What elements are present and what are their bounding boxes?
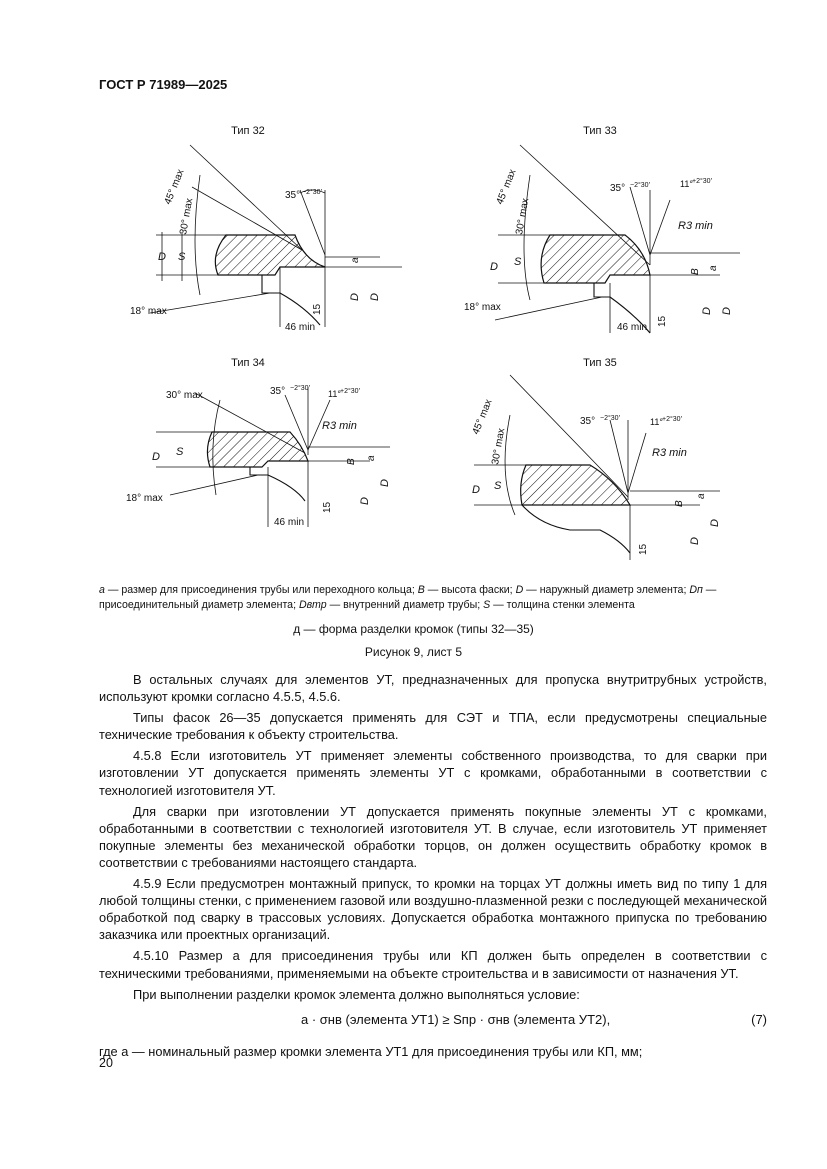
- type-35-max30: 30° max: [490, 427, 508, 466]
- type-34-label-a: a: [366, 455, 377, 461]
- body-text: [99, 671, 767, 1064]
- type-35-angle35: 35°: [580, 416, 596, 427]
- paragraph: 4.5.10 Размер a для присоединения трубы или КП должен быть определен в соответствии с техническими требованиями, применяемыми на объекте строительства и в зависимости от назначения УТ.: [99, 948, 767, 981]
- type-33-title: Тип 33: [583, 125, 617, 137]
- type-33-angle11: 11°: [680, 179, 693, 189]
- type-32-max30: 30° max: [178, 197, 196, 236]
- figure-edge-preparation: [90, 115, 790, 645]
- type-34-r3: R3 min: [322, 420, 357, 432]
- page-number: 20: [99, 1056, 113, 1070]
- type-33-max30: 30° max: [514, 197, 532, 236]
- type-34-drawing: [126, 357, 391, 528]
- paragraph: При выполнении разделки кромок элемента должно выполняться условие:: [133, 986, 580, 1002]
- type-35-r3: R3 min: [652, 447, 687, 459]
- figure-subcaption: д — форма разделки кромок (типы 32—35): [293, 622, 534, 636]
- type-33-max18: 18° max: [464, 302, 501, 313]
- type-35-title: Тип 35: [583, 357, 617, 369]
- type-33-angle11-tol: +2°30′: [692, 178, 712, 185]
- type-33-label-Dvtr: D: [701, 307, 713, 315]
- type-33-r3: R3 min: [678, 220, 713, 232]
- type-34-label-D: D: [152, 451, 160, 463]
- type-35-drawing: [471, 357, 721, 560]
- type-35-angle11: 11°: [650, 417, 663, 427]
- type-35-label-Dp: D: [709, 519, 721, 527]
- type-33-label-a: a: [708, 265, 719, 271]
- type-34-max30: 30° max: [166, 390, 203, 401]
- type-35-label-a: a: [696, 493, 707, 499]
- type-33-max45: 45° max: [494, 167, 519, 207]
- figure-drawing: [90, 115, 790, 645]
- type-32-label-a: a: [350, 257, 361, 263]
- type-33-angle35-tol: −2°30′: [630, 182, 650, 189]
- type-33-drawing: [464, 125, 740, 333]
- type-34-dim15: 15: [322, 501, 333, 513]
- type-32-label-D: D: [158, 251, 166, 263]
- paragraph: В остальных случаях для элементов УТ, предназначенных для пропуска внутритрубных устройств, используют кромки согласно 4.5.5, 4.5.6.: [99, 672, 767, 705]
- type-32-angle35: 35°: [285, 190, 301, 201]
- type-34-label-Dp: D: [379, 479, 391, 487]
- formula-number: (7): [751, 1011, 767, 1027]
- figure-legend: a — размер для присоединения трубы или переходного кольца; B — высота фаски; D — наружный диаметр элемента; Dп — присоединительный диаметр элемента; Dвтр — внутренний диаметр трубы; S — толщина стенки элемента: [99, 584, 717, 611]
- type-34-label-S: S: [176, 446, 184, 458]
- type-34-max18: 18° max: [126, 493, 163, 504]
- figure-caption: Рисунок 9, лист 5: [364, 645, 463, 659]
- type-34-title: Тип 34: [231, 357, 265, 369]
- type-34-min46: 46 min: [274, 517, 305, 528]
- type-33-label-S: S: [514, 256, 522, 268]
- type-34-label-B: B: [346, 458, 357, 465]
- paragraph: 4.5.8 Если изготовитель УТ применяет элементы собственного производства, то для сварки при изготовлении УТ допускается применять элементы УТ с кромками, обработанными в соответствии с технологией изготовителя УТ.: [99, 748, 767, 798]
- type-32-max18: 18° max: [130, 306, 167, 317]
- type-33-dim15: 15: [657, 315, 668, 327]
- paragraph: Для сварки при изготовлении УТ допускается применять покупные элементы УТ с кромками, обработанными в соответствии с технологией изготовителя УТ. В случае, если изготовитель УТ применяет покупные элементы без механической обработки торцов, он должен осуществить обработку кромок в соответствии с требованиями настоящего стандарта.: [99, 803, 767, 870]
- type-35-label-B: B: [674, 500, 685, 507]
- type-35-label-Dvtr: D: [689, 537, 701, 545]
- type-33-angle35: 35°: [610, 183, 626, 194]
- formula-7: [99, 1007, 767, 1037]
- type-33-label-B: B: [690, 268, 701, 275]
- type-35-label-S: S: [494, 480, 502, 492]
- paragraph: Типы фасок 26—35 допускается применять для СЭТ и ТПА, если предусмотрены специальные технические требования к объекту строительства.: [99, 710, 767, 743]
- type-33-label-D: D: [490, 261, 498, 273]
- type-34-angle11: 11°: [328, 389, 341, 399]
- paragraph: где a — номинальный размер кромки элемента УТ1 для присоединения трубы или КП, мм;: [99, 1043, 643, 1059]
- type-35-angle35-tol: −2°30′: [600, 415, 620, 422]
- type-32-label-Dp: D: [369, 293, 381, 301]
- type-35-max45: 45° max: [470, 397, 495, 437]
- type-32-angle35-tol: −2°30′: [302, 189, 322, 196]
- type-32-label-Dvtr: D: [349, 293, 361, 301]
- type-34-angle35-tol: −2°30′: [290, 385, 310, 392]
- type-32-dim15: 15: [312, 303, 323, 315]
- type-35-angle11-tol: +2°30′: [662, 416, 682, 423]
- type-32-title: Тип 32: [231, 125, 265, 137]
- type-34-angle35: 35°: [270, 386, 286, 397]
- type-35-dim15: 15: [638, 543, 649, 555]
- document-header: ГОСТ Р 71989—2025: [99, 77, 228, 92]
- type-33-label-Dp: D: [721, 307, 733, 315]
- type-34-angle11-tol: +2°30′: [340, 388, 360, 395]
- type-32-min46: 46 min: [285, 322, 316, 333]
- type-32-max45: 45° max: [162, 167, 187, 207]
- type-35-label-D: D: [472, 484, 480, 496]
- type-33-min46: 46 min: [617, 322, 648, 333]
- paragraph: 4.5.9 Если предусмотрен монтажный припуск, то кромки на торцах УТ должны иметь вид по типу 1 для любой толщины стенки, с применением газовой или воздушно-плазменной резки с последующей механической обработкой под сварку в трассовых условиях. Допускается обработка монтажного припуска по требованию заказчика или проектных организаций.: [99, 876, 767, 943]
- type-32-drawing: [130, 125, 402, 333]
- type-32-label-S: S: [178, 251, 186, 263]
- type-34-label-Dvtr: D: [359, 497, 371, 505]
- formula-text: a · σнв (элемента УТ1) ≥ Sпр · σнв (элемента УТ2),: [301, 1011, 611, 1027]
